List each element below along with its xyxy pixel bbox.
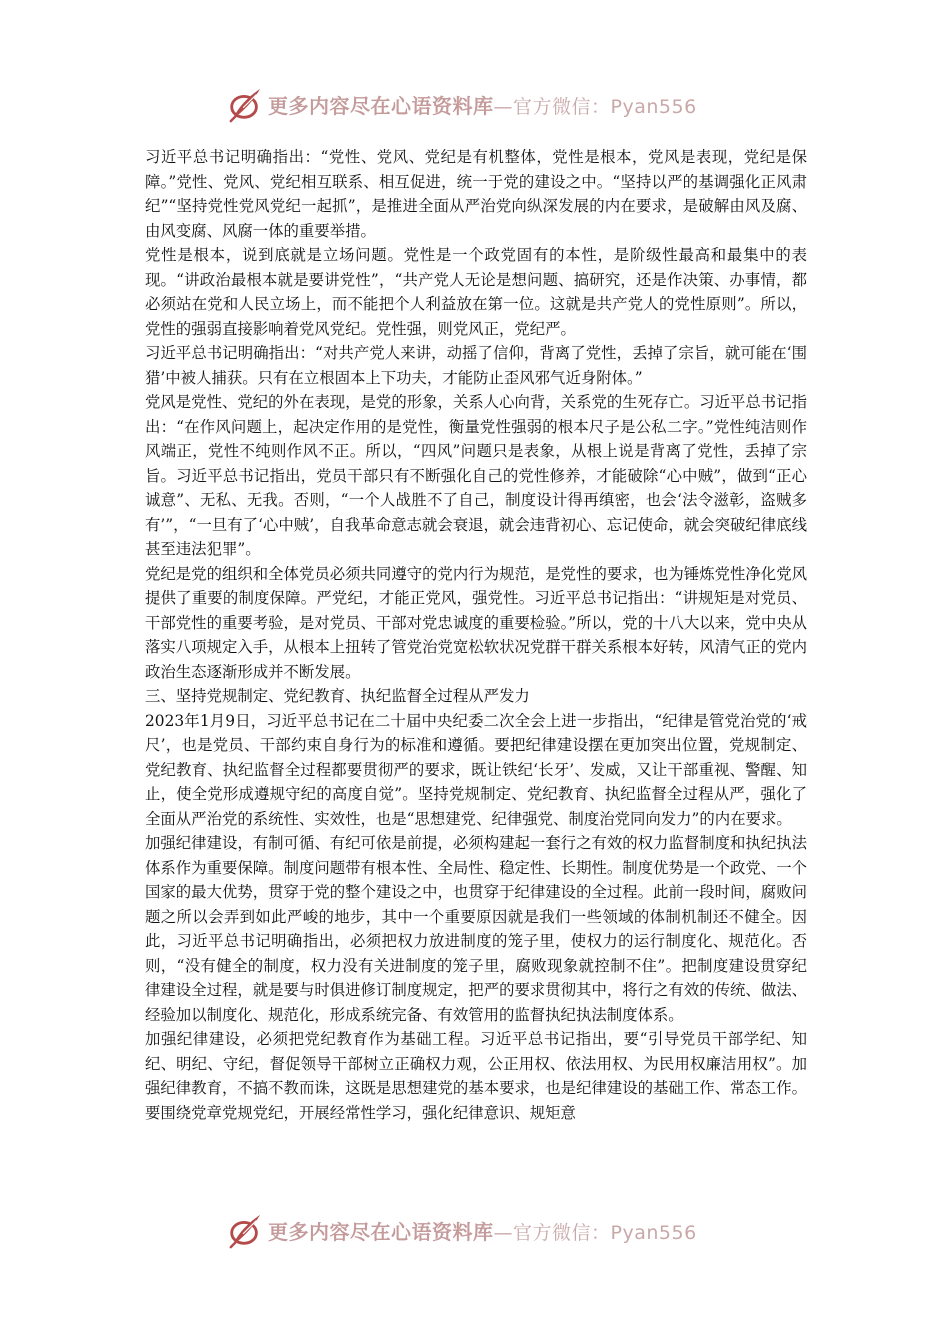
watermark-secondary-text: 官方微信： (513, 95, 611, 118)
quill-logo-icon (226, 1211, 264, 1249)
document-body (145, 145, 807, 1125)
paragraph-2: 党性是根本，说到底就是立场问题。党性是一个政党固有的本性，是阶级性最高和最集中的表现。“讲政治最根本就是要讲党性”，“共产党人无论是想问题、搞研究，还是作决策、办事情，都必须站在党和人民立场上，而不能把个人利益放在第一位。这就是共产党人的党性原则”。所以，党性的强弱直接影响着党风党纪。党性强，则党风正，党纪严。 (145, 246, 807, 338)
watermark-dash: — (493, 1221, 513, 1244)
watermark-main-text: 更多内容尽在心语资料库 (268, 93, 494, 118)
watermark-secondary-text: 官方微信： (513, 1221, 611, 1244)
header-watermark (226, 84, 697, 124)
watermark-wechat-id: Pyan556 (610, 95, 697, 118)
watermark-main-text: 更多内容尽在心语资料库 (268, 1219, 494, 1244)
paragraph-3: 习近平总书记明确指出：“对共产党人来讲，动摇了信仰，背离了党性，丢掉了宗旨，就可能在‘围猎’中被人捕获。只有在立根固本上下功夫，才能防止歪风邪气近身附体。” (145, 344, 807, 387)
paragraph-8: 加强纪律建设，必须把党纪教育作为基础工程。习近平总书记指出，要“引导党员干部学纪、知纪、明纪、守纪，督促领导干部树立正确权力观，公正用权、依法用权、为民用权廉洁用权”。加强纪律教育，不搞不教而诛，这既是思想建党的基本要求，也是纪律建设的基础工作、常态工作。要围绕党章党规党纪，开展经常性学习，强化纪律意识、规矩意 (145, 1030, 807, 1122)
watermark-wechat-id: Pyan556 (610, 1221, 697, 1244)
watermark-text (268, 1216, 697, 1245)
paragraph-1: 习近平总书记明确指出：“党性、党风、党纪是有机整体，党性是根本，党风是表现，党纪是保障。”党性、党风、党纪相互联系、相互促进，统一于党的建设之中。“坚持以严的基调强化正风肃纪”“坚持党性党风党纪一起抓”，是推进全面从严治党向纵深发展的内在要求，是破解由风及腐、由风变腐、风腐一体的重要举措。 (145, 148, 807, 240)
paragraph-7: 加强纪律建设，有制可循、有纪可依是前提，必须构建起一套行之有效的权力监督制度和执纪执法体系作为重要保障。制度问题带有根本性、全局性、稳定性、长期性。制度优势是一个政党、一个国家的最大优势，贯穿于党的整个建设之中，也贯穿于纪律建设的全过程。此前一段时间，腐败问题之所以会弄到如此严峻的地步，其中一个重要原因就是我们一些领域的体制机制还不健全。因此，习近平总书记明确指出，必须把权力放进制度的笼子里，使权力的运行制度化、规范化。否则，“没有健全的制度，权力没有关进制度的笼子里，腐败现象就控制不住”。把制度建设贯穿纪律建设全过程，就是要与时俱进修订制度规定，把严的要求贯彻其中，将行之有效的传统、做法、经验加以制度化、规范化，形成系统完备、有效管用的监督执纪执法制度体系。 (145, 834, 807, 1024)
paragraph-6: 2023年1月9日，习近平总书记在二十届中央纪委二次全会上进一步指出，“纪律是管党治党的‘戒尺’，也是党员、干部约束自身行为的标准和遵循。要把纪律建设摆在更加突出位置，党规制定、党纪教育、执纪监督全过程都要贯彻严的要求，既让铁纪‘长牙’、发威，又让干部重视、警醒、知止，使全党形成遵规守纪的高度自觉”。坚持党规制定、党纪教育、执纪监督全过程从严，强化了全面从严治党的系统性、实效性，也是“思想建党、纪律强党、制度治党同向发力”的内在要求。 (145, 711, 807, 828)
paragraph-4: 党风是党性、党纪的外在表现，是党的形象，关系人心向背，关系党的生死存亡。习近平总书记指出：“在作风问题上，起决定作用的是党性，衡量党性强弱的根本尺子是公私二字。”党性纯洁则作风端正，党性不纯则作风不正。所以，“四风”问题只是表象，从根上说是背离了党性，丢掉了宗旨。习近平总书记指出，党员干部只有不断强化自己的党性修养，才能破除“心中贼”，做到“正心诚意”、无私、无我。否则，“一个人战胜不了自己，制度设计得再缜密，也会‘法令滋彰，盗贼多有’”，“一旦有了‘心中贼’，自我革命意志就会衰退，就会违背初心、忘记使命，就会突破纪律底线甚至违法犯罪”。 (145, 393, 807, 558)
watermark-text (268, 90, 697, 119)
footer-watermark (226, 1210, 697, 1250)
paragraph-5: 党纪是党的组织和全体党员必须共同遵守的党内行为规范，是党性的要求，也为锤炼党性净化党风提供了重要的制度保障。严党纪，才能正党风，强党性。习近平总书记指出：“讲规矩是对党员、干部党性的重要考验，是对党员、干部对党忠诚度的重要检验。”所以，党的十八大以来，党中央从落实八项规定入手，从根本上扭转了管党治党宽松软状况党群干群关系根本好转，风清气正的党内政治生态逐渐形成并不断发展。 (145, 564, 807, 681)
watermark-dash: — (493, 95, 513, 118)
quill-logo-icon (226, 85, 264, 123)
section-heading: 三、坚持党规制定、党纪教育、执纪监督全过程从严发力 (145, 687, 530, 705)
